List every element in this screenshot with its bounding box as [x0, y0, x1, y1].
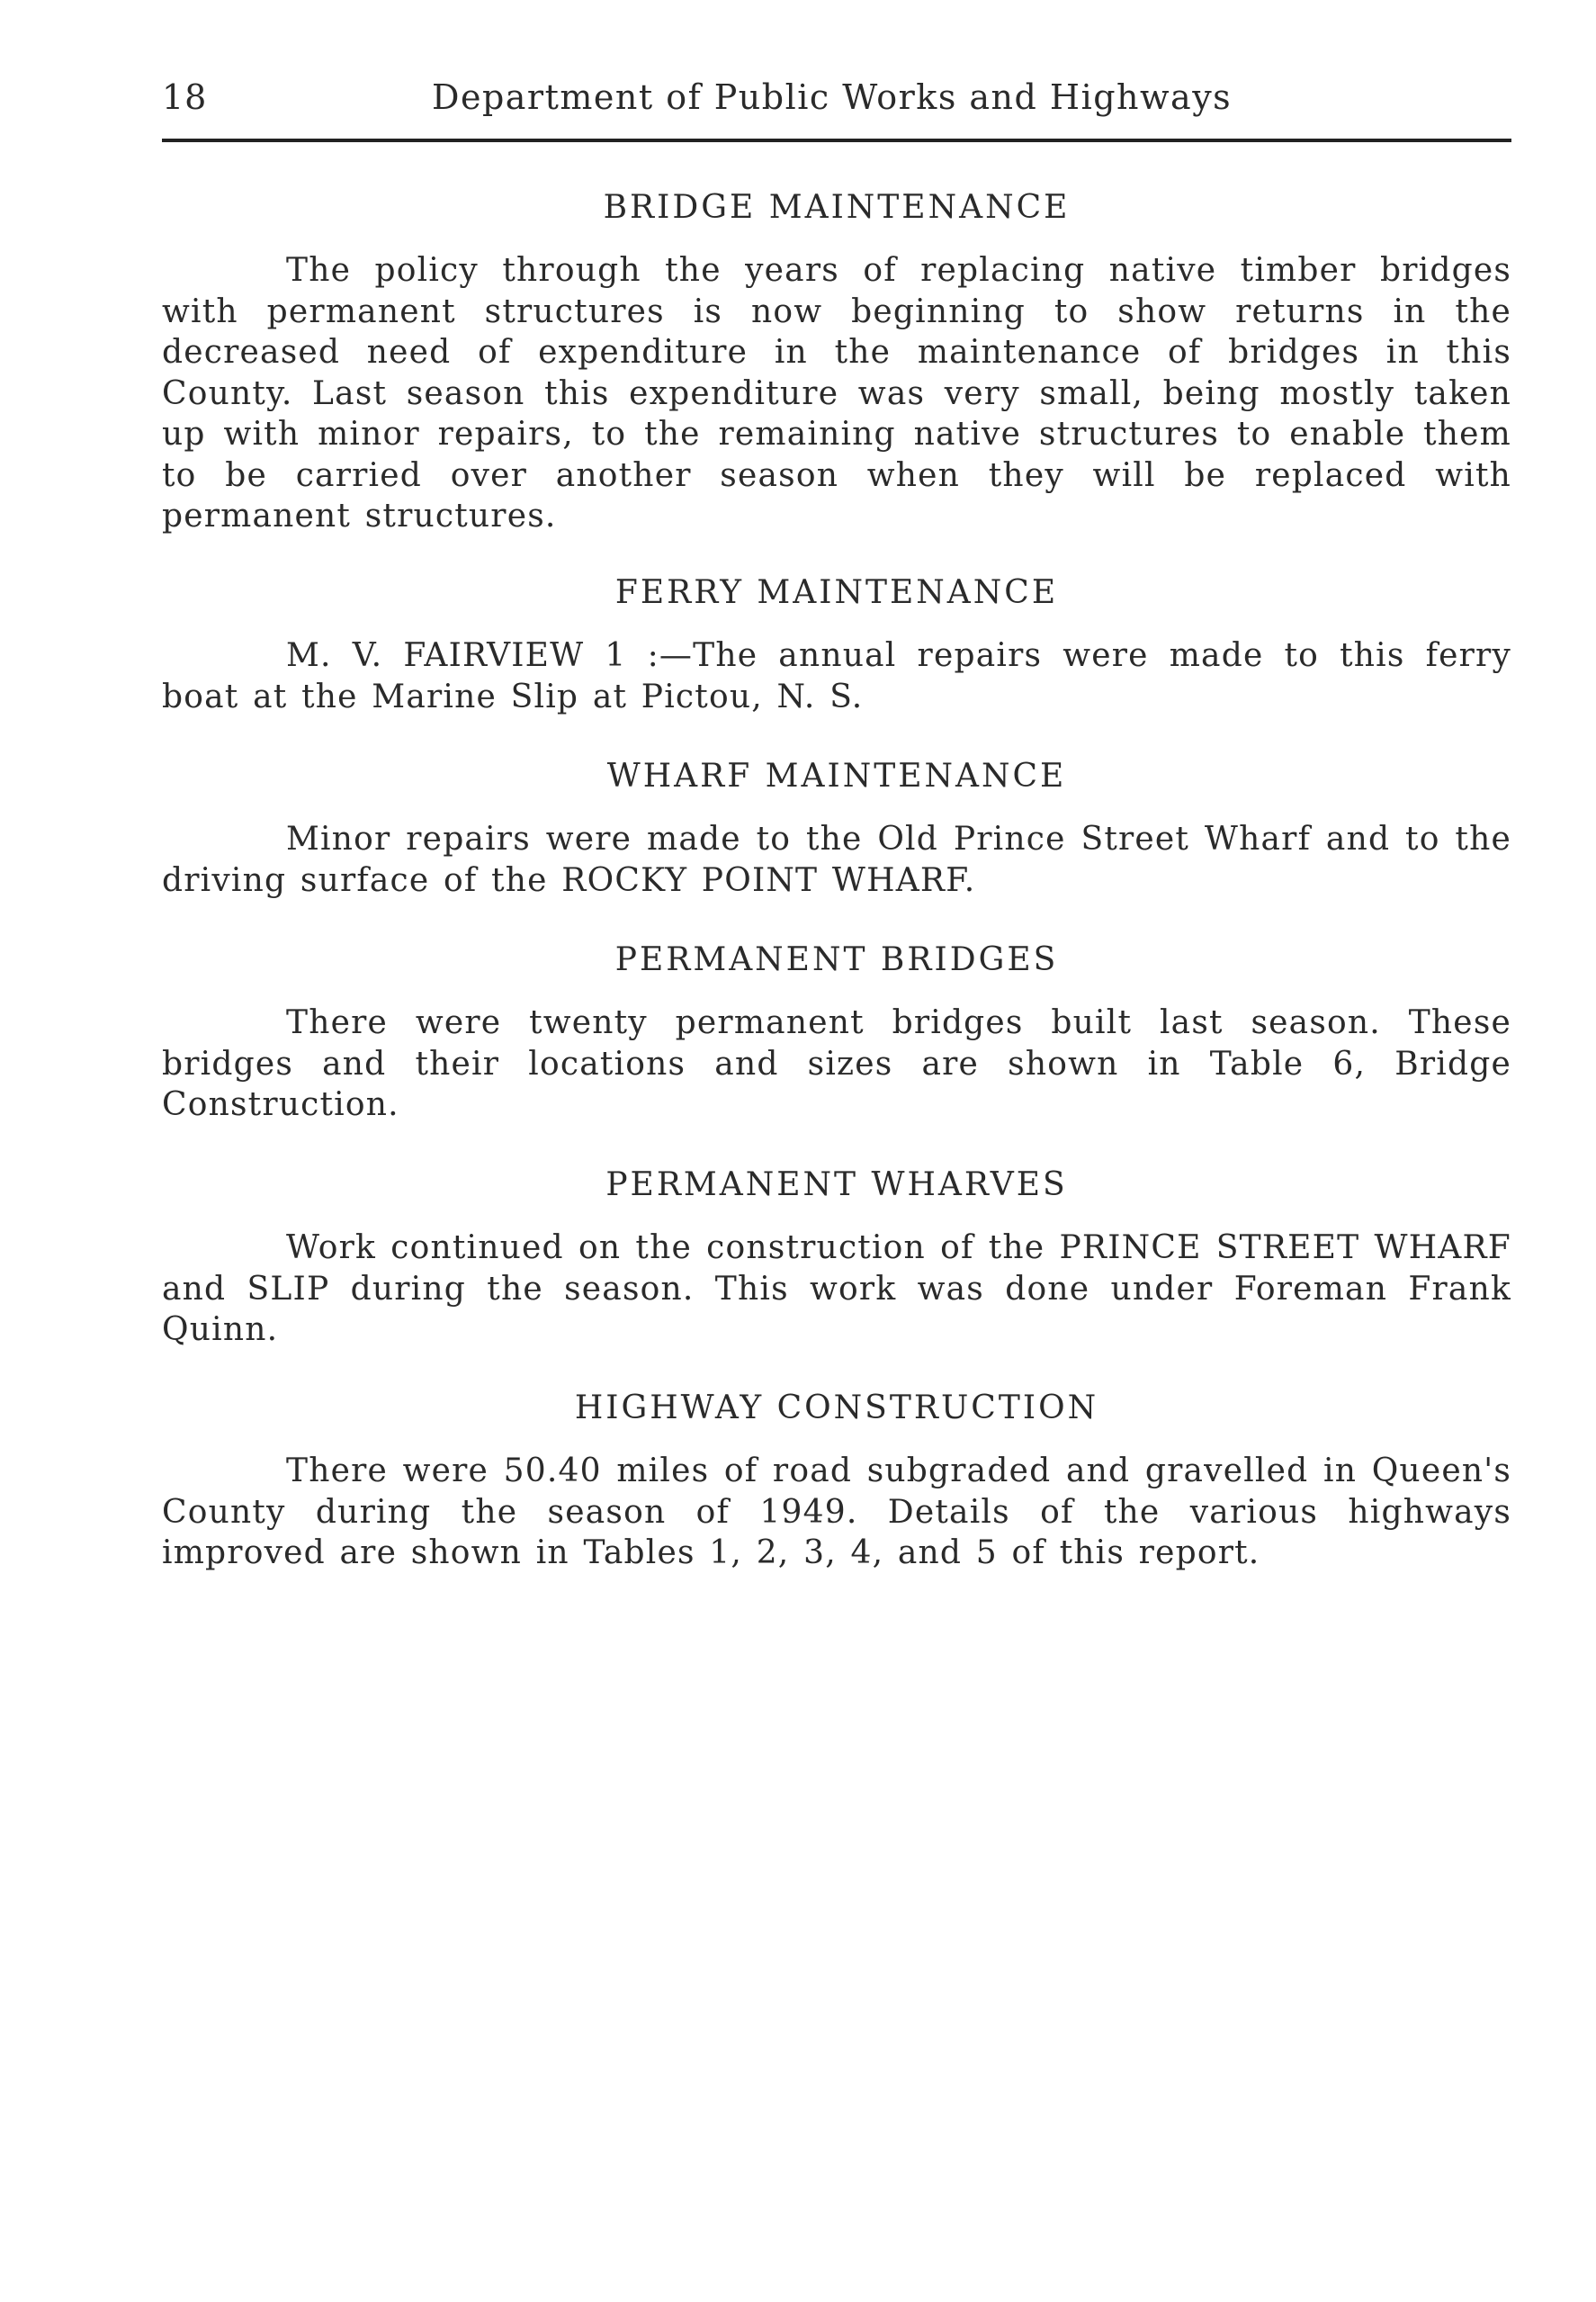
page-number: 18 — [162, 77, 208, 117]
section-body: Minor repairs were made to the Old Prince Street Wharf and to the driving surface of the ROCKY POINT WHARF. — [162, 821, 1511, 899]
section-body: There were 50.40 miles of road subgraded and gravelled in Queen's County during the season of 1949. Details of the various highways improved are shown in Tables 1, 2, 3, 4, and 5 of this report. — [162, 1452, 1511, 1571]
section-heading: BRIDGE MAINTENANCE — [603, 189, 1071, 226]
section-wharf-maintenance — [162, 754, 1511, 901]
section-heading: FERRY MAINTENANCE — [614, 574, 1059, 611]
section-body: There were twenty permanent bridges built last season. These bridges and their locations and sizes are shown in Table 6, Bridge Construction. — [162, 1004, 1511, 1123]
running-head: Department of Public Works and Highways — [432, 77, 1233, 117]
page-header — [162, 77, 1511, 122]
section-heading: WHARF MAINTENANCE — [606, 758, 1067, 795]
section-bridge-maintenance — [162, 185, 1511, 537]
header-rule — [162, 139, 1511, 142]
section-ferry-maintenance — [162, 571, 1511, 717]
section-permanent-wharves — [162, 1163, 1511, 1351]
section-heading: PERMANENT WHARVES — [605, 1166, 1068, 1203]
section-body: The policy through the years of replacing native timber bridges with permanent structures is now beginning to show returns in the decreased need of expenditure in the maintenance of bridges in this County. Last season this expenditure was very small, being mostly taken up with minor repairs, to the remaining native structures to enable them to be carried over another season when they will be replaced with permanent structures. — [162, 252, 1511, 535]
section-permanent-bridges — [162, 938, 1511, 1126]
section-body: Work continued on the construction of the PRINCE STREET WHARF and SLIP during the season. This work was done under Foreman Frank Quinn. — [162, 1229, 1511, 1348]
section-heading: PERMANENT BRIDGES — [614, 941, 1059, 978]
section-heading: HIGHWAY CONSTRUCTION — [574, 1389, 1099, 1426]
section-highway-construction — [162, 1386, 1511, 1574]
section-body: M. V. FAIRVIEW 1 :—The annual repairs were made to this ferry boat at the Marine Slip at Pictou, N. S. — [162, 637, 1511, 715]
